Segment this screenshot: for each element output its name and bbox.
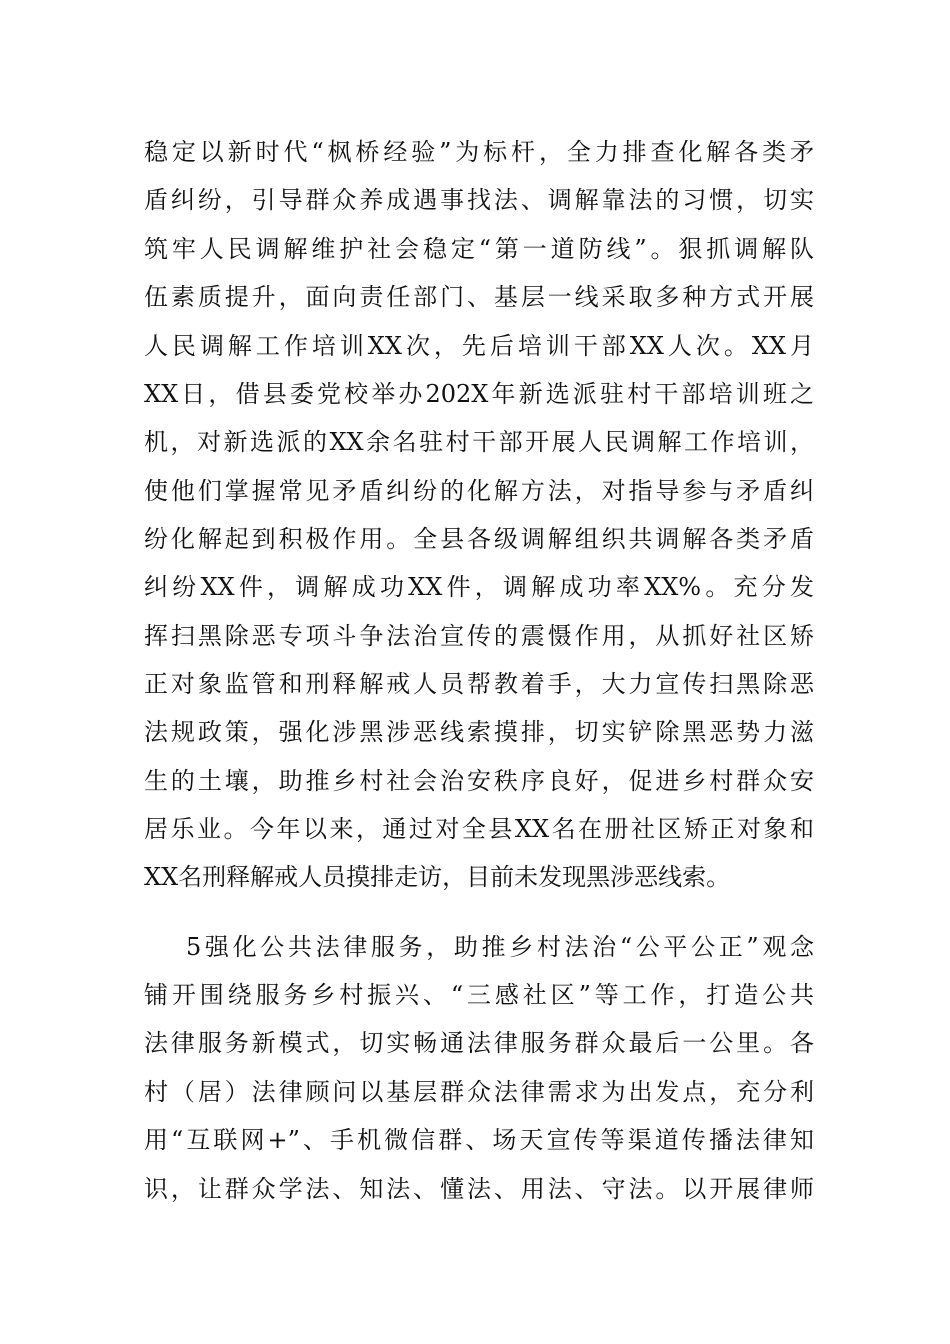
text-line: 挥扫黑除恶专项斗争法治宣传的震慑作用，从抓好社区矫 bbox=[144, 622, 814, 650]
text-line: 居乐业。今年以来，通过对全县XX名在册社区矫正对象和 bbox=[144, 815, 814, 843]
text-line: 人民调解工作培训XX次，先后培训干部XX人次。XX月 bbox=[144, 332, 814, 360]
text-line: 纷化解起到积极作用。全县各级调解组织共调解各类矛盾 bbox=[144, 525, 814, 553]
text-line: 铺开围绕服务乡村振兴、“三感社区”等工作，打造公共 bbox=[144, 981, 814, 1009]
text-line: 纠纷XX件，调解成功XX件，调解成功率XX%。充分发 bbox=[144, 573, 814, 601]
text-line: 法规政策，强化涉黑涉恶线索摸排，切实铲除黑恶势力滋 bbox=[144, 718, 814, 746]
text-line: 使他们掌握常见矛盾纠纷的化解方法，对指导参与矛盾纠 bbox=[144, 477, 814, 505]
text-line: 识，让群众学法、知法、懂法、用法、守法。以开展律师 bbox=[144, 1175, 814, 1203]
text-line: 机，对新选派的XX余名驻村干部开展人民调解工作培训， bbox=[144, 428, 814, 456]
text-line: 盾纠纷，引导群众养成遇事找法、调解靠法的习惯，切实 bbox=[144, 186, 814, 214]
text-line: 稳定以新时代“枫桥经验”为标杆，全力排查化解各类矛 bbox=[144, 138, 814, 166]
text-line: 正对象监管和刑释解戒人员帮教着手，大力宣传扫黑除恶 bbox=[144, 670, 814, 698]
text-line: 用“互联网+”、手机微信群、场天宣传等渠道传播法律知 bbox=[144, 1126, 814, 1154]
paragraph-heading-line: 5强化公共法律服务，助推乡村法治“公平公正”观念 bbox=[186, 933, 814, 961]
text-line: 法律服务新模式，切实畅通法律服务群众最后一公里。各 bbox=[144, 1029, 814, 1057]
text-line: 伍素质提升，面向责任部门、基层一线采取多种方式开展 bbox=[144, 283, 814, 311]
text-line: 村（居）法律顾问以基层群众法律需求为出发点，充分利 bbox=[144, 1078, 814, 1106]
text-line: XX日，借县委党校举办202X年新选派驻村干部培训班之 bbox=[144, 380, 814, 408]
text-line: 筑牢人民调解维护社会稳定“第一道防线”。狠抓调解队 bbox=[144, 235, 814, 263]
text-line: XX名刑释解戒人员摸排走访，目前未发现黑涉恶线索。 bbox=[144, 863, 731, 891]
text-line: 生的土壤，助推乡村社会治安秩序良好，促进乡村群众安 bbox=[144, 767, 814, 795]
